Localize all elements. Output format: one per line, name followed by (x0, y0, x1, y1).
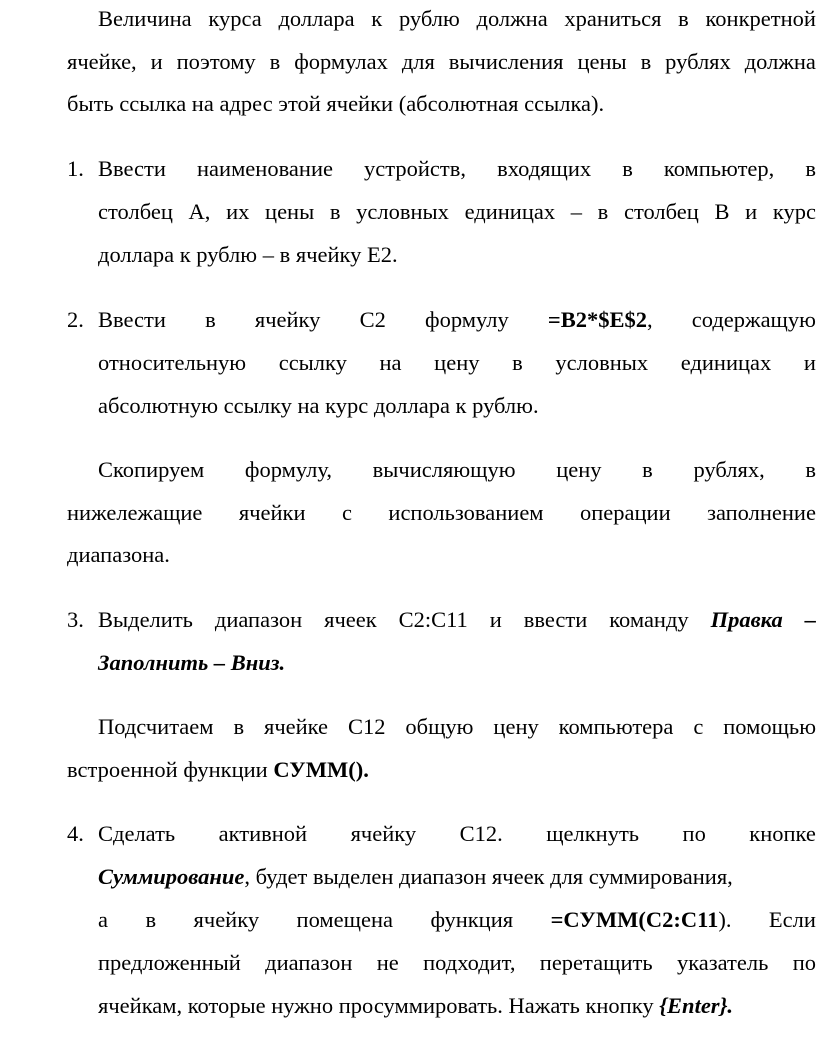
word: Подсчитаем (98, 714, 214, 739)
word: щелкнуть (546, 821, 640, 846)
formula-b2-e2 (548, 306, 653, 334)
step-3-word: команду (609, 607, 689, 632)
text: , будет выделен диапазон ячеек для суммирования, (244, 864, 733, 889)
word: храниться (564, 6, 662, 31)
comma: , (646, 307, 653, 332)
step-2-word: в (205, 307, 216, 332)
word: активной (218, 821, 308, 846)
step-2-number: 2. (67, 307, 84, 332)
step-4-word: а (98, 907, 108, 932)
word: – (570, 199, 583, 224)
word: вычисления (448, 49, 564, 74)
word: цены (577, 49, 627, 74)
word: ячейки (238, 500, 306, 525)
word: Скопируем (98, 457, 205, 482)
word: для (401, 49, 435, 74)
word: кнопке (749, 821, 816, 846)
word: с (693, 714, 704, 739)
step-1-line-3: доллара к рублю – в ячейку Е2. (98, 242, 398, 267)
step-3-word: С2:С11 (398, 607, 468, 632)
word: вычисляющую (372, 457, 516, 482)
menu-command-edit: Правка (710, 607, 783, 632)
word: заполнение (707, 500, 816, 525)
word: операции (579, 500, 671, 525)
step-4-line-2 (98, 863, 816, 891)
word: нижележащие (67, 500, 203, 525)
word: помощью (723, 714, 816, 739)
word: в (642, 457, 653, 482)
word: формулах (294, 49, 388, 74)
word: поэтому (176, 49, 256, 74)
step-3-word: ввести (523, 607, 588, 632)
paragraph-3-line-2 (67, 756, 816, 784)
step-3-number: 3. (67, 607, 84, 632)
word: цену (493, 714, 539, 739)
word: в (512, 350, 523, 375)
menu-command-fill-down: Заполнить – Вниз. (98, 650, 286, 675)
step-4-word: Если (768, 907, 816, 932)
word: курс (772, 199, 816, 224)
step-1-line-2 (98, 198, 816, 226)
word: условных (356, 199, 449, 224)
word: в (805, 156, 816, 181)
word: в (597, 199, 609, 224)
word: диапазон (265, 950, 353, 975)
word: условных (555, 350, 649, 375)
step-4-line-5 (98, 992, 816, 1020)
word: В (714, 199, 730, 224)
word: С12. (459, 821, 503, 846)
dash: – (804, 607, 816, 632)
word: в (329, 199, 341, 224)
paragraph-2-line-2 (67, 499, 816, 527)
word: и (803, 350, 816, 375)
word: в (233, 714, 245, 739)
word: в (622, 156, 633, 181)
word: формулу, (244, 457, 333, 482)
word: ячейке, (67, 49, 137, 74)
word: рублю (398, 6, 460, 31)
word: указатель (676, 950, 769, 975)
text: встроенной функции (67, 757, 274, 782)
word: столбец (98, 199, 173, 224)
word: Сделать (98, 821, 176, 846)
word: ячейку (350, 821, 417, 846)
step-2-word: Ввести (98, 307, 166, 332)
word: и (745, 199, 758, 224)
step-2-line-3: абсолютную ссылку на курс доллара к рублю. (98, 393, 539, 418)
word: на (379, 350, 402, 375)
function-summ: СУММ(). (273, 757, 369, 782)
word: ссылку (278, 350, 347, 375)
paragraph-3-line-1 (98, 713, 816, 741)
paragraph-1-line-3: быть ссылка на адрес этой ячейки (абсолютная ссылка). (67, 91, 605, 116)
word: устройств, (364, 156, 466, 181)
step-4-word: помещена (296, 907, 393, 932)
word: использованием (388, 500, 544, 525)
word: ячейке (263, 714, 329, 739)
word: единицах (680, 350, 772, 375)
paragraph-2-line-3: диапазона. (67, 542, 170, 567)
step-2-line-2 (98, 349, 816, 377)
step-3-word: и (489, 607, 502, 632)
word: рублях (665, 49, 731, 74)
step-2-line-1 (98, 306, 816, 334)
step-4-word: ячейку (193, 907, 260, 932)
step-3-word: диапазон (214, 607, 303, 632)
word: не (376, 950, 399, 975)
formula-text: =СУММ(С2:С11 (550, 907, 719, 932)
word: должна (744, 49, 816, 74)
step-3-line-1 (98, 606, 816, 634)
step-4-number: 4. (67, 821, 84, 846)
step-3-word: Выделить (98, 607, 193, 632)
word: общую (405, 714, 474, 739)
step-1-line-1 (98, 155, 816, 183)
autosum-button-name: Суммирование (98, 864, 245, 889)
text: ячейкам, которые нужно просуммировать. Нажать кнопку (98, 993, 660, 1018)
word: Величина (98, 6, 192, 31)
word: в (678, 6, 689, 31)
word: должна (476, 6, 548, 31)
step-2-word: С2 (359, 307, 386, 332)
step-4-line-4 (98, 949, 816, 977)
paragraph-2-line-1 (98, 456, 816, 484)
step-4-word: в (145, 907, 157, 932)
word: Ввести (98, 156, 166, 181)
word: А, (188, 199, 211, 224)
word: по (792, 950, 816, 975)
word: доллара (278, 6, 355, 31)
enter-key: {Enter}. (659, 993, 734, 1018)
word: с (341, 500, 352, 525)
step-2-word: формулу (425, 307, 509, 332)
word: в (805, 457, 816, 482)
word: С12 (347, 714, 386, 739)
word: предложенный (98, 950, 241, 975)
word: по (682, 821, 706, 846)
word: их (226, 199, 250, 224)
step-4-word: функция (430, 907, 514, 932)
paragraph-1-line-2 (67, 48, 816, 76)
word: входящих (497, 156, 592, 181)
word: единицах (464, 199, 556, 224)
word: в (640, 49, 652, 74)
word: и (150, 49, 163, 74)
text: ). (718, 907, 732, 932)
step-2-word: ячейку (254, 307, 321, 332)
word: цену (556, 457, 602, 482)
word: компьютера (558, 714, 674, 739)
step-3-word: ячеек (324, 607, 377, 632)
step-2-word: содержащую (691, 307, 816, 332)
word: в (269, 49, 281, 74)
word: конкретной (705, 6, 816, 31)
word: рублях, (693, 457, 765, 482)
step-4-line-3 (98, 906, 816, 934)
word: цены (265, 199, 315, 224)
word: наименование (197, 156, 333, 181)
word: подходит, (423, 950, 516, 975)
formula-text: =B2*$E$2 (547, 307, 647, 332)
step-4-line-1 (98, 820, 816, 848)
formula-summ (551, 906, 732, 934)
word: компьютер, (663, 156, 775, 181)
word: относительную (98, 350, 247, 375)
word: перетащить (539, 950, 653, 975)
word: цену (434, 350, 480, 375)
paragraph-1-line-1 (98, 5, 816, 33)
word: к (371, 6, 383, 31)
word: курса (208, 6, 262, 31)
word: столбец (623, 199, 699, 224)
step-1-number: 1. (67, 156, 84, 181)
